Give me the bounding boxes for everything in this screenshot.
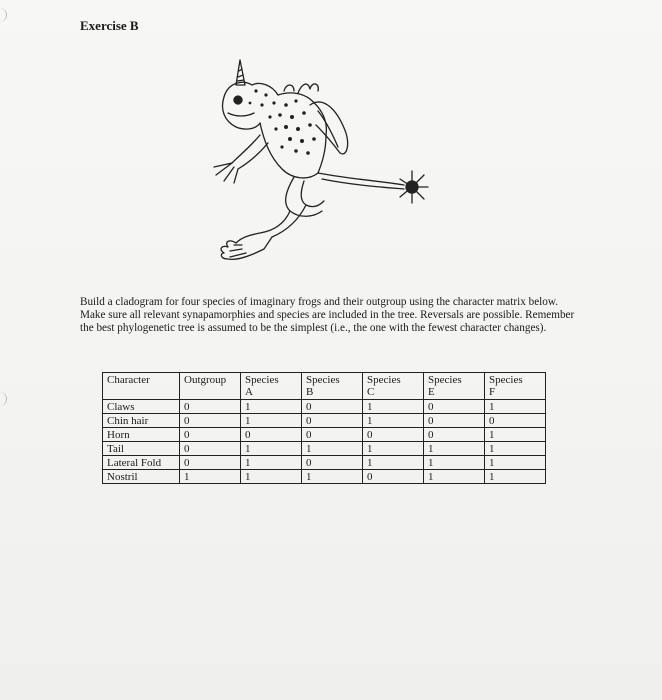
table-cell: 0 — [363, 470, 424, 484]
table-cell: 0 — [363, 428, 424, 442]
table-cell: 0 — [485, 414, 546, 428]
table-header-row — [103, 373, 546, 400]
table-cell: 1 — [485, 442, 546, 456]
instructions-paragraph: Build a cladogram for four species of imaginary frogs and their outgroup using the character matrix below. Make sure all relevant synapamorphies and species are included in the tree. Reversals are possible. Remember the best phylogenetic tree is assumed to be the simplest (i.e., the one with the fewest character changes). — [80, 296, 575, 334]
table-cell: 1 — [485, 470, 546, 484]
table-cell: 0 — [180, 414, 241, 428]
table-cell: 1 — [241, 442, 302, 456]
table-cell: 1 — [485, 456, 546, 470]
table-cell: 0 — [180, 428, 241, 442]
header-outgroup: Outgroup — [180, 373, 241, 400]
table-cell: 1 — [363, 456, 424, 470]
character-label: Nostril — [103, 470, 180, 484]
page-edge-mark — [0, 392, 7, 406]
header-species-a: Species A — [241, 373, 302, 400]
table-cell: 0 — [180, 442, 241, 456]
header-character: Character — [103, 373, 180, 400]
table-cell: 0 — [302, 414, 363, 428]
character-label: Chin hair — [103, 414, 180, 428]
table-row — [103, 414, 546, 428]
table-row — [103, 400, 546, 414]
table-cell: 1 — [363, 442, 424, 456]
character-label: Horn — [103, 428, 180, 442]
table-row — [103, 470, 546, 484]
table-cell: 0 — [424, 428, 485, 442]
table-cell: 1 — [302, 470, 363, 484]
imaginary-frog-illustration — [190, 55, 450, 280]
table-row — [103, 442, 546, 456]
table-cell: 1 — [241, 400, 302, 414]
table-cell: 1 — [424, 456, 485, 470]
table-cell: 1 — [180, 470, 241, 484]
table-cell: 1 — [241, 456, 302, 470]
table-cell: 0 — [180, 456, 241, 470]
table-cell: 0 — [180, 400, 241, 414]
table-row — [103, 428, 546, 442]
table-cell: 0 — [241, 428, 302, 442]
character-label: Claws — [103, 400, 180, 414]
page-edge-mark — [0, 8, 7, 22]
table-cell: 1 — [241, 414, 302, 428]
table-cell: 1 — [302, 442, 363, 456]
character-label: Tail — [103, 442, 180, 456]
header-species-e: Species E — [424, 373, 485, 400]
table-cell: 1 — [363, 414, 424, 428]
table-cell: 1 — [424, 470, 485, 484]
header-species-b: Species B — [302, 373, 363, 400]
table-cell: 0 — [424, 414, 485, 428]
table-cell: 0 — [302, 400, 363, 414]
table-cell: 1 — [424, 442, 485, 456]
exercise-heading: Exercise B — [80, 18, 139, 33]
table-cell: 0 — [302, 428, 363, 442]
table-cell: 1 — [363, 400, 424, 414]
table-cell: 0 — [302, 456, 363, 470]
table-cell: 1 — [485, 400, 546, 414]
character-label: Lateral Fold — [103, 456, 180, 470]
table-cell: 1 — [241, 470, 302, 484]
header-species-c: Species C — [363, 373, 424, 400]
character-matrix-table — [102, 372, 546, 484]
header-species-f: Species F — [485, 373, 546, 400]
table-cell: 1 — [485, 428, 546, 442]
table-cell: 0 — [424, 400, 485, 414]
table-row — [103, 456, 546, 470]
